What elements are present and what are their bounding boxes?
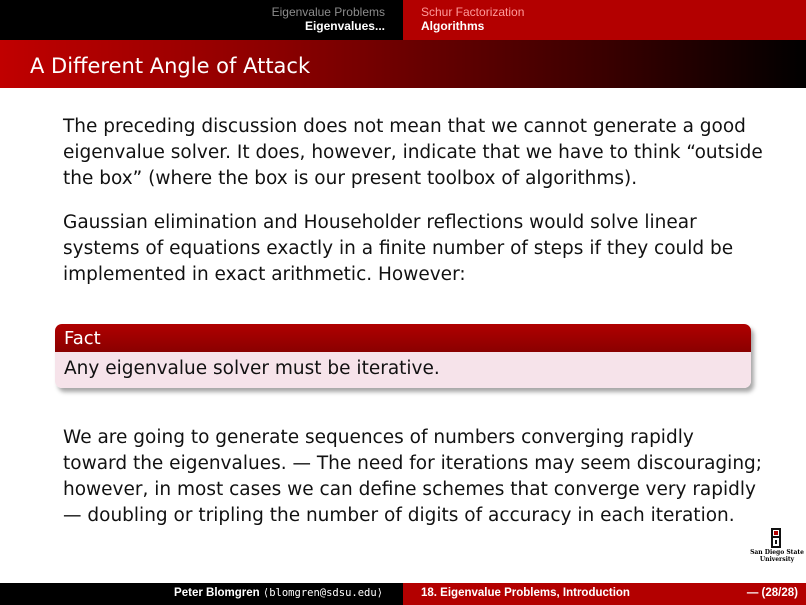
frame-title: A Different Angle of Attack (30, 54, 311, 78)
university-logo (742, 527, 806, 577)
footer-bar (0, 583, 806, 605)
nav-subsection-algorithms[interactable]: Algorithms (421, 19, 485, 33)
nav-section-title[interactable]: Schur Factorization (421, 5, 525, 19)
nav-section-title[interactable]: Eigenvalue Problems (271, 5, 385, 19)
nav-left-panel (0, 0, 403, 40)
logo-line-1: San Diego State (750, 549, 804, 556)
nav-right-panel (403, 0, 806, 40)
footer-right (403, 583, 806, 605)
paragraph-iterations: We are going to generate sequences of numbers converging rapidly toward the eigenvalues. — The need for iterations may seem discouraging; however, in most cases we can define schemes that converge very rapidly — doubling or tripling the number of digits of accuracy in each iteration. (63, 427, 763, 526)
fact-body: Any eigenvalue solver must be iterative. (55, 352, 751, 388)
fact-block (55, 324, 751, 388)
seal-icon (767, 527, 785, 549)
fact-title: Fact (55, 324, 751, 352)
footer-talk-title: 18. Eigenvalue Problems, Introduction (421, 587, 630, 599)
logo-text (748, 549, 806, 563)
footer-left (0, 583, 403, 605)
top-navigation-bar (0, 0, 806, 40)
nav-section-schur-factorization[interactable] (421, 5, 524, 33)
logo-line-2: University (759, 556, 795, 563)
paragraph-intro: The preceding discussion does not mean that we cannot generate a good eigenvalue solver. It does, however, indicate that we have to think “outside the box” (where the box is our present toolbox of algorithms). (63, 116, 763, 189)
nav-subsection-eigenvalues[interactable]: Eigenvalues... (304, 19, 385, 33)
paragraph-gaussian: Gaussian elimination and Householder reflections would solve linear systems of equations exactly in a finite number of steps if they could be implemented in exact arithmetic. However: (63, 212, 734, 285)
footer-author (174, 587, 383, 599)
author-name: Peter Blomgren (174, 587, 260, 599)
nav-section-eigenvalue-problems[interactable] (272, 5, 385, 33)
author-email: ⟨blomgren@sdsu.edu⟩ (262, 587, 383, 599)
frame-title-bar (0, 40, 806, 88)
footer-page-number: — (28/28) (746, 587, 798, 599)
